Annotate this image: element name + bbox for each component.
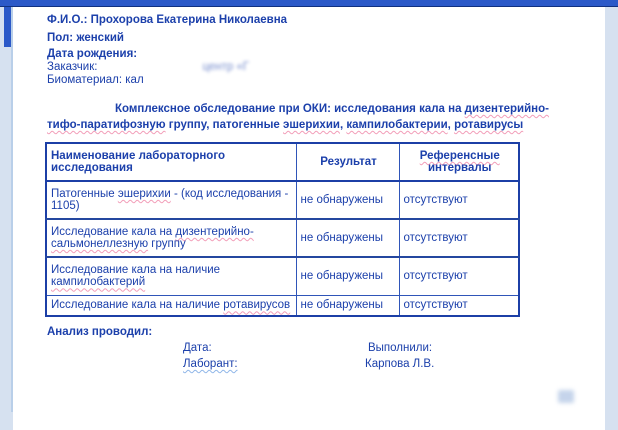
left-scroll-accent: [4, 7, 11, 47]
misspelled-word: тифо-паратифозную: [47, 119, 166, 131]
customer-label: Заказчик:: [47, 61, 98, 73]
test-name-cell: Патогенные эшерихии - (код исследования - 1105): [46, 181, 296, 219]
customer-redacted-value: центр «Г: [202, 61, 250, 73]
reference-cell: отсутствуют: [399, 219, 519, 257]
customer-line: [47, 61, 287, 74]
executors-label: Выполнили:: [368, 342, 433, 354]
analysis-performed-label: Анализ проводил:: [47, 326, 153, 338]
results-table: [45, 142, 520, 317]
result-cell: не обнаружены: [296, 219, 399, 257]
report-title-line2: тифо-паратифозную группу, патогенные эшерихии, кампилобактерии, ротавирусы: [47, 119, 524, 131]
misspelled-word: кампилобактерий: [51, 276, 146, 289]
faint-watermark: [558, 390, 574, 403]
table-row: [46, 257, 519, 295]
reference-cell: отсутствуют: [399, 257, 519, 295]
result-cell: не обнаружены: [296, 295, 399, 316]
table-row: [46, 181, 519, 219]
misspelled-word: ротавирусов: [223, 299, 291, 312]
table-row: [46, 219, 519, 257]
misspelled-word: эшерихии: [283, 119, 340, 131]
result-cell: не обнаружены: [296, 257, 399, 295]
page-left-border-line: [11, 7, 13, 412]
patient-birthdate: Дата рождения:: [47, 48, 138, 60]
patient-gender: Пол: женский: [47, 32, 124, 44]
reference-cell: отсутствуют: [399, 295, 519, 316]
report-title-line1: Комплексное обследование при ОКИ: исследования кала на дизентерийно-: [115, 103, 549, 115]
misspelled-word: кампилобактерии: [346, 119, 448, 131]
window-top-accent-bar: [0, 0, 618, 7]
report-title: [47, 101, 587, 133]
patient-fio: Ф.И.О.: Прохорова Екатерина Николаевна: [47, 14, 288, 26]
result-cell: не обнаружены: [296, 181, 399, 219]
page-right-margin: [605, 7, 618, 430]
lab-assistant-label: Лаборант:: [183, 358, 238, 370]
misspelled-word: дизентерийно-сальмонеллезную: [51, 226, 254, 250]
date-label: Дата:: [183, 342, 212, 354]
table-header-row: [46, 143, 519, 181]
table-row: [46, 295, 519, 316]
executor-name: Карпова Л.В.: [365, 358, 435, 370]
col-header-reference: Референсные интервалы: [399, 143, 519, 181]
biomaterial: Биоматериал: кал: [47, 74, 144, 86]
test-name-cell: Исследование кала на наличие кампилобактерий: [46, 257, 296, 295]
test-name-cell: Исследование кала на наличие ротавирусов: [46, 295, 296, 316]
reference-cell: отсутствуют: [399, 181, 519, 219]
col-header-result: Результат: [296, 143, 399, 181]
misspelled-word: дизентерийно-: [464, 103, 549, 115]
patient-info-block: [47, 12, 287, 87]
test-name-cell: Исследование кала на дизентерийно-сальмонеллезную группу: [46, 219, 296, 257]
misspelled-word: ротавирусы: [454, 119, 524, 131]
misspelled-word: эшерихии: [117, 188, 171, 200]
col-header-test-name: Наименование лабораторного исследования: [46, 143, 296, 181]
